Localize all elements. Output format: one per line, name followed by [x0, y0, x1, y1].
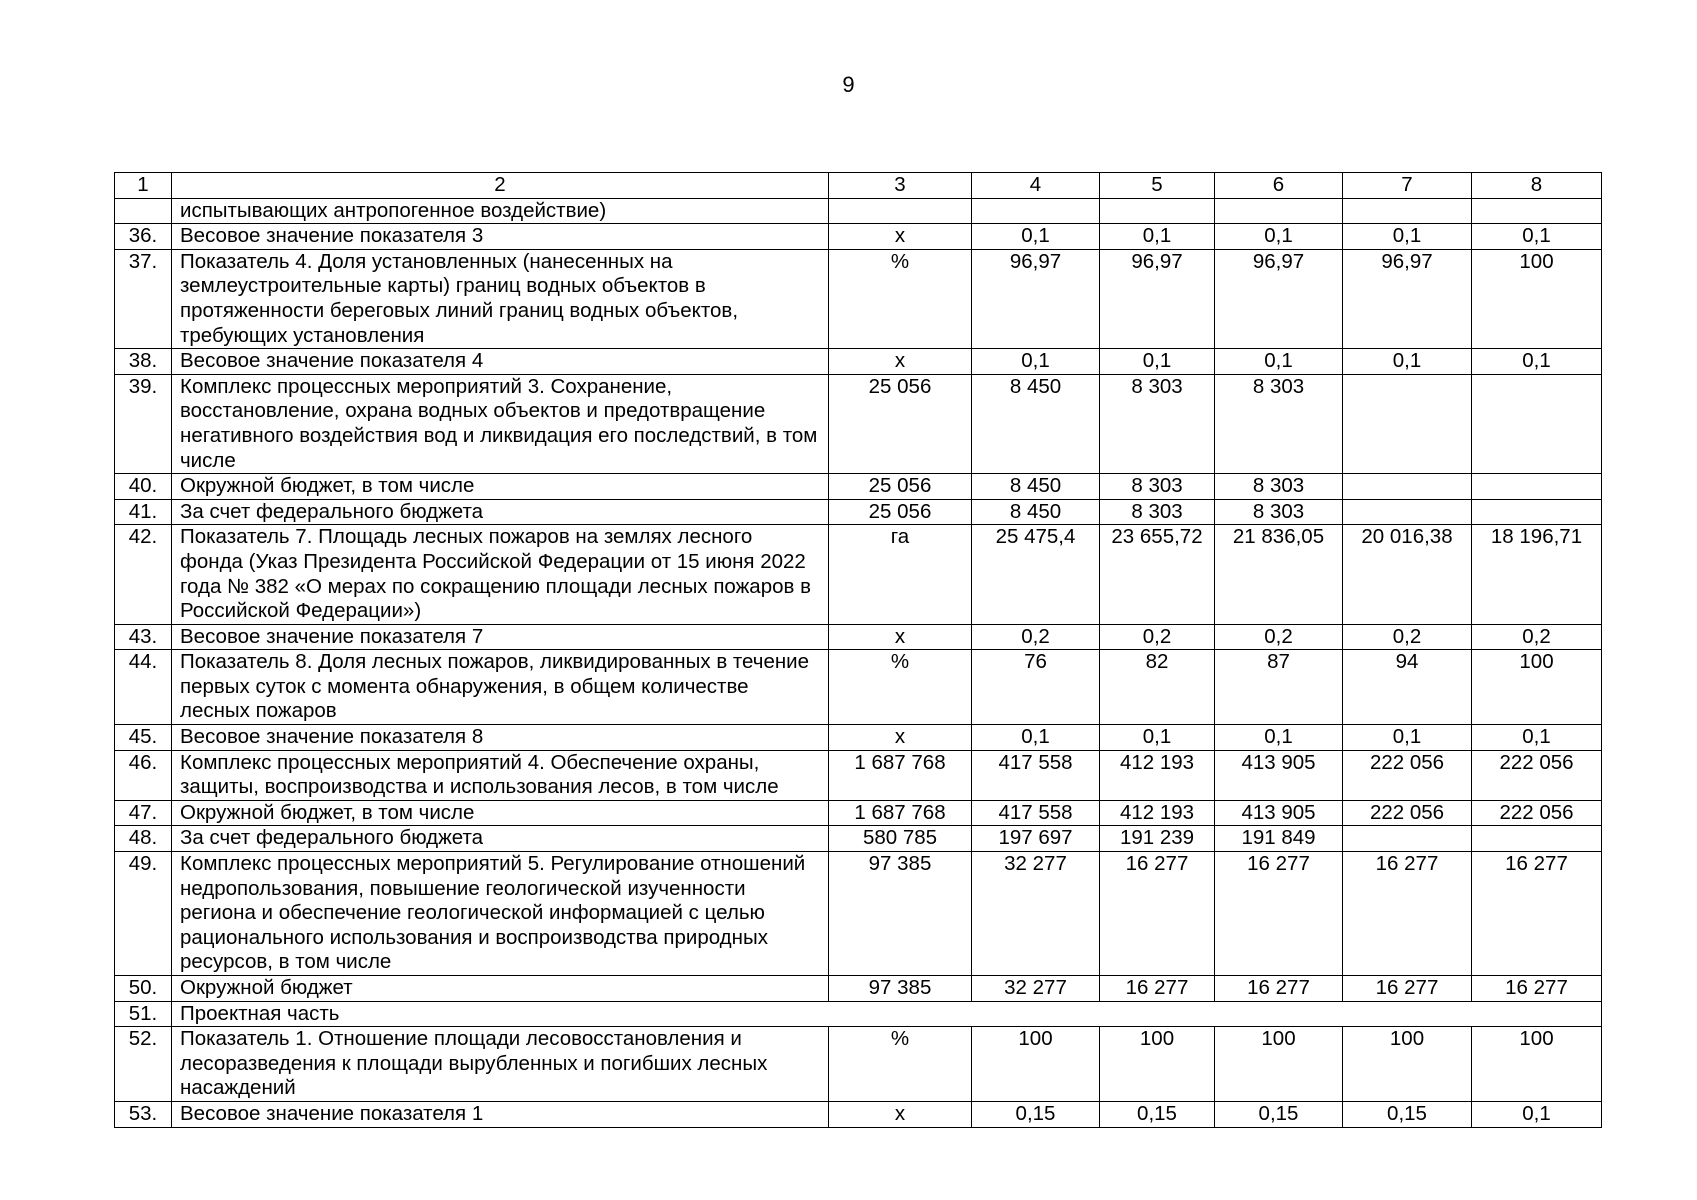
- row-number: 37.: [115, 249, 172, 348]
- row-number: 51.: [115, 1001, 172, 1027]
- value-cell: 100: [1215, 1027, 1343, 1102]
- value-cell: [1100, 198, 1215, 224]
- value-cell: 0,2: [1472, 624, 1602, 650]
- value-cell: 8 303: [1215, 374, 1343, 473]
- value-cell: 0,1: [1472, 1101, 1602, 1127]
- value-cell: 0,15: [972, 1101, 1100, 1127]
- row-description: Весовое значение показателя 7: [172, 624, 829, 650]
- value-cell: 0,1: [1472, 224, 1602, 250]
- value-cell: [1343, 474, 1472, 500]
- value-cell: 100: [1343, 1027, 1472, 1102]
- section-heading: Проектная часть: [172, 1001, 1602, 1027]
- unit-or-total-cell: 1 687 768: [829, 800, 972, 826]
- row-number: 41.: [115, 499, 172, 525]
- row-description: За счет федерального бюджета: [172, 826, 829, 852]
- value-cell: [1472, 499, 1602, 525]
- table-row: [115, 249, 1602, 348]
- column-header: 8: [1472, 173, 1602, 199]
- value-cell: 0,1: [1215, 224, 1343, 250]
- value-cell: 0,1: [1100, 725, 1215, 751]
- value-cell: 222 056: [1472, 800, 1602, 826]
- unit-or-total-cell: х: [829, 224, 972, 250]
- value-cell: 0,15: [1215, 1101, 1343, 1127]
- value-cell: [1472, 374, 1602, 473]
- value-cell: 222 056: [1472, 750, 1602, 800]
- table-row: [115, 1001, 1602, 1027]
- column-header: 1: [115, 173, 172, 199]
- row-number: 38.: [115, 349, 172, 375]
- unit-or-total-cell: 25 056: [829, 499, 972, 525]
- value-cell: 94: [1343, 650, 1472, 725]
- row-number: 39.: [115, 374, 172, 473]
- value-cell: [1343, 198, 1472, 224]
- value-cell: 0,2: [1215, 624, 1343, 650]
- row-number: 53.: [115, 1101, 172, 1127]
- value-cell: [1343, 826, 1472, 852]
- value-cell: 76: [972, 650, 1100, 725]
- value-cell: 16 277: [1343, 976, 1472, 1002]
- unit-or-total-cell: х: [829, 624, 972, 650]
- table-row: [115, 976, 1602, 1002]
- value-cell: 412 193: [1100, 750, 1215, 800]
- value-cell: 0,1: [1343, 349, 1472, 375]
- value-cell: 8 303: [1215, 499, 1343, 525]
- value-cell: 413 905: [1215, 800, 1343, 826]
- value-cell: 100: [972, 1027, 1100, 1102]
- value-cell: 16 277: [1472, 976, 1602, 1002]
- column-header: 4: [972, 173, 1100, 199]
- row-number: 52.: [115, 1027, 172, 1102]
- unit-or-total-cell: 580 785: [829, 826, 972, 852]
- value-cell: 8 303: [1100, 499, 1215, 525]
- row-description: Комплекс процессных мероприятий 5. Регулирование отношений недропользования, повышение геологической изученности региона и обеспечение геологической информацией с целью рационального использования и воспроизводства природных ресурсов, в том числе: [172, 852, 829, 976]
- value-cell: [1343, 499, 1472, 525]
- value-cell: 0,1: [1343, 224, 1472, 250]
- row-description: Окружной бюджет: [172, 976, 829, 1002]
- value-cell: [1343, 374, 1472, 473]
- value-cell: 20 016,38: [1343, 525, 1472, 624]
- value-cell: 100: [1472, 650, 1602, 725]
- value-cell: 417 558: [972, 750, 1100, 800]
- table-row: [115, 198, 1602, 224]
- value-cell: 96,97: [1343, 249, 1472, 348]
- value-cell: 417 558: [972, 800, 1100, 826]
- table-row: [115, 650, 1602, 725]
- value-cell: 0,1: [1215, 725, 1343, 751]
- row-number: 50.: [115, 976, 172, 1002]
- value-cell: [1215, 198, 1343, 224]
- value-cell: 16 277: [1100, 976, 1215, 1002]
- unit-or-total-cell: х: [829, 349, 972, 375]
- value-cell: 0,1: [972, 725, 1100, 751]
- row-number: 45.: [115, 725, 172, 751]
- value-cell: 8 450: [972, 474, 1100, 500]
- row-number: 43.: [115, 624, 172, 650]
- row-description: Показатель 4. Доля установленных (нанесенных на землеустроительные карты) границ водных объектов в протяженности береговых линий границ водных объектов, требующих установления: [172, 249, 829, 348]
- table-row: [115, 1101, 1602, 1127]
- row-description: Показатель 7. Площадь лесных пожаров на землях лесного фонда (Указ Президента Российской Федерации от 15 июня 2022 года № 382 «О мерах по сокращению площади лесных пожаров в Российской Федерации»): [172, 525, 829, 624]
- unit-or-total-cell: [829, 198, 972, 224]
- table-body: [115, 173, 1602, 1128]
- row-description: испытывающих антропогенное воздействие): [172, 198, 829, 224]
- value-cell: 16 277: [1343, 852, 1472, 976]
- table-row: [115, 1027, 1602, 1102]
- row-description: Комплекс процессных мероприятий 3. Сохранение, восстановление, охрана водных объектов и предотвращение негативного воздействия вод и ликвидация его последствий, в том числе: [172, 374, 829, 473]
- value-cell: 100: [1472, 249, 1602, 348]
- value-cell: [1472, 198, 1602, 224]
- value-cell: 16 277: [1215, 976, 1343, 1002]
- table-header-row: [115, 173, 1602, 199]
- row-number: 44.: [115, 650, 172, 725]
- value-cell: 25 475,4: [972, 525, 1100, 624]
- row-description: Комплекс процессных мероприятий 4. Обеспечение охраны, защиты, воспроизводства и использования лесов, в том числе: [172, 750, 829, 800]
- column-header: 5: [1100, 173, 1215, 199]
- value-cell: [1472, 826, 1602, 852]
- indicators-table: [114, 172, 1602, 1128]
- column-header: 3: [829, 173, 972, 199]
- value-cell: 0,1: [1100, 224, 1215, 250]
- value-cell: 16 277: [1100, 852, 1215, 976]
- unit-or-total-cell: %: [829, 1027, 972, 1102]
- table-row: [115, 800, 1602, 826]
- value-cell: 191 849: [1215, 826, 1343, 852]
- unit-or-total-cell: 97 385: [829, 852, 972, 976]
- value-cell: 82: [1100, 650, 1215, 725]
- column-header: 7: [1343, 173, 1472, 199]
- value-cell: 32 277: [972, 852, 1100, 976]
- row-description: Окружной бюджет, в том числе: [172, 474, 829, 500]
- value-cell: 96,97: [1215, 249, 1343, 348]
- table-row: [115, 474, 1602, 500]
- value-cell: [972, 198, 1100, 224]
- value-cell: 0,1: [1343, 725, 1472, 751]
- unit-or-total-cell: 25 056: [829, 474, 972, 500]
- table-row: [115, 826, 1602, 852]
- row-number: 40.: [115, 474, 172, 500]
- value-cell: 16 277: [1472, 852, 1602, 976]
- value-cell: 0,1: [972, 224, 1100, 250]
- value-cell: 18 196,71: [1472, 525, 1602, 624]
- row-number: 36.: [115, 224, 172, 250]
- unit-or-total-cell: 1 687 768: [829, 750, 972, 800]
- table-row: [115, 525, 1602, 624]
- unit-or-total-cell: 25 056: [829, 374, 972, 473]
- value-cell: 0,15: [1343, 1101, 1472, 1127]
- value-cell: 23 655,72: [1100, 525, 1215, 624]
- table-row: [115, 750, 1602, 800]
- value-cell: 0,15: [1100, 1101, 1215, 1127]
- unit-or-total-cell: х: [829, 1101, 972, 1127]
- value-cell: 0,1: [1472, 349, 1602, 375]
- value-cell: 96,97: [1100, 249, 1215, 348]
- value-cell: 0,1: [1100, 349, 1215, 375]
- value-cell: 0,2: [1100, 624, 1215, 650]
- table-row: [115, 725, 1602, 751]
- table-row: [115, 224, 1602, 250]
- value-cell: 412 193: [1100, 800, 1215, 826]
- row-description: Весовое значение показателя 4: [172, 349, 829, 375]
- value-cell: 87: [1215, 650, 1343, 725]
- value-cell: 96,97: [972, 249, 1100, 348]
- row-description: Весовое значение показателя 8: [172, 725, 829, 751]
- row-description: Весовое значение показателя 3: [172, 224, 829, 250]
- value-cell: 100: [1472, 1027, 1602, 1102]
- value-cell: 413 905: [1215, 750, 1343, 800]
- value-cell: 21 836,05: [1215, 525, 1343, 624]
- value-cell: 8 450: [972, 374, 1100, 473]
- row-number: 48.: [115, 826, 172, 852]
- value-cell: 197 697: [972, 826, 1100, 852]
- value-cell: 8 450: [972, 499, 1100, 525]
- row-description: Окружной бюджет, в том числе: [172, 800, 829, 826]
- table-row: [115, 499, 1602, 525]
- value-cell: 8 303: [1100, 374, 1215, 473]
- column-header: 2: [172, 173, 829, 199]
- table-row: [115, 349, 1602, 375]
- row-number: 46.: [115, 750, 172, 800]
- row-description: Показатель 8. Доля лесных пожаров, ликвидированных в течение первых суток с момента обнаружения, в общем количестве лесных пожаров: [172, 650, 829, 725]
- value-cell: 222 056: [1343, 750, 1472, 800]
- row-description: Весовое значение показателя 1: [172, 1101, 829, 1127]
- page-number: 9: [842, 72, 855, 97]
- table-row: [115, 852, 1602, 976]
- row-description: Показатель 1. Отношение площади лесовосстановления и лесоразведения к площади вырубленных и погибших лесных насаждений: [172, 1027, 829, 1102]
- value-cell: 0,2: [972, 624, 1100, 650]
- unit-or-total-cell: х: [829, 725, 972, 751]
- unit-or-total-cell: %: [829, 650, 972, 725]
- value-cell: 100: [1100, 1027, 1215, 1102]
- value-cell: 0,1: [972, 349, 1100, 375]
- row-number: 42.: [115, 525, 172, 624]
- value-cell: 0,1: [1472, 725, 1602, 751]
- value-cell: 16 277: [1215, 852, 1343, 976]
- unit-or-total-cell: 97 385: [829, 976, 972, 1002]
- row-number: 49.: [115, 852, 172, 976]
- value-cell: 0,2: [1343, 624, 1472, 650]
- value-cell: 222 056: [1343, 800, 1472, 826]
- value-cell: 8 303: [1100, 474, 1215, 500]
- unit-or-total-cell: %: [829, 249, 972, 348]
- value-cell: [1472, 474, 1602, 500]
- value-cell: 32 277: [972, 976, 1100, 1002]
- column-header: 6: [1215, 173, 1343, 199]
- table-row: [115, 374, 1602, 473]
- row-description: За счет федерального бюджета: [172, 499, 829, 525]
- value-cell: 191 239: [1100, 826, 1215, 852]
- unit-or-total-cell: га: [829, 525, 972, 624]
- value-cell: 8 303: [1215, 474, 1343, 500]
- row-number: [115, 198, 172, 224]
- table-row: [115, 624, 1602, 650]
- row-number: 47.: [115, 800, 172, 826]
- value-cell: 0,1: [1215, 349, 1343, 375]
